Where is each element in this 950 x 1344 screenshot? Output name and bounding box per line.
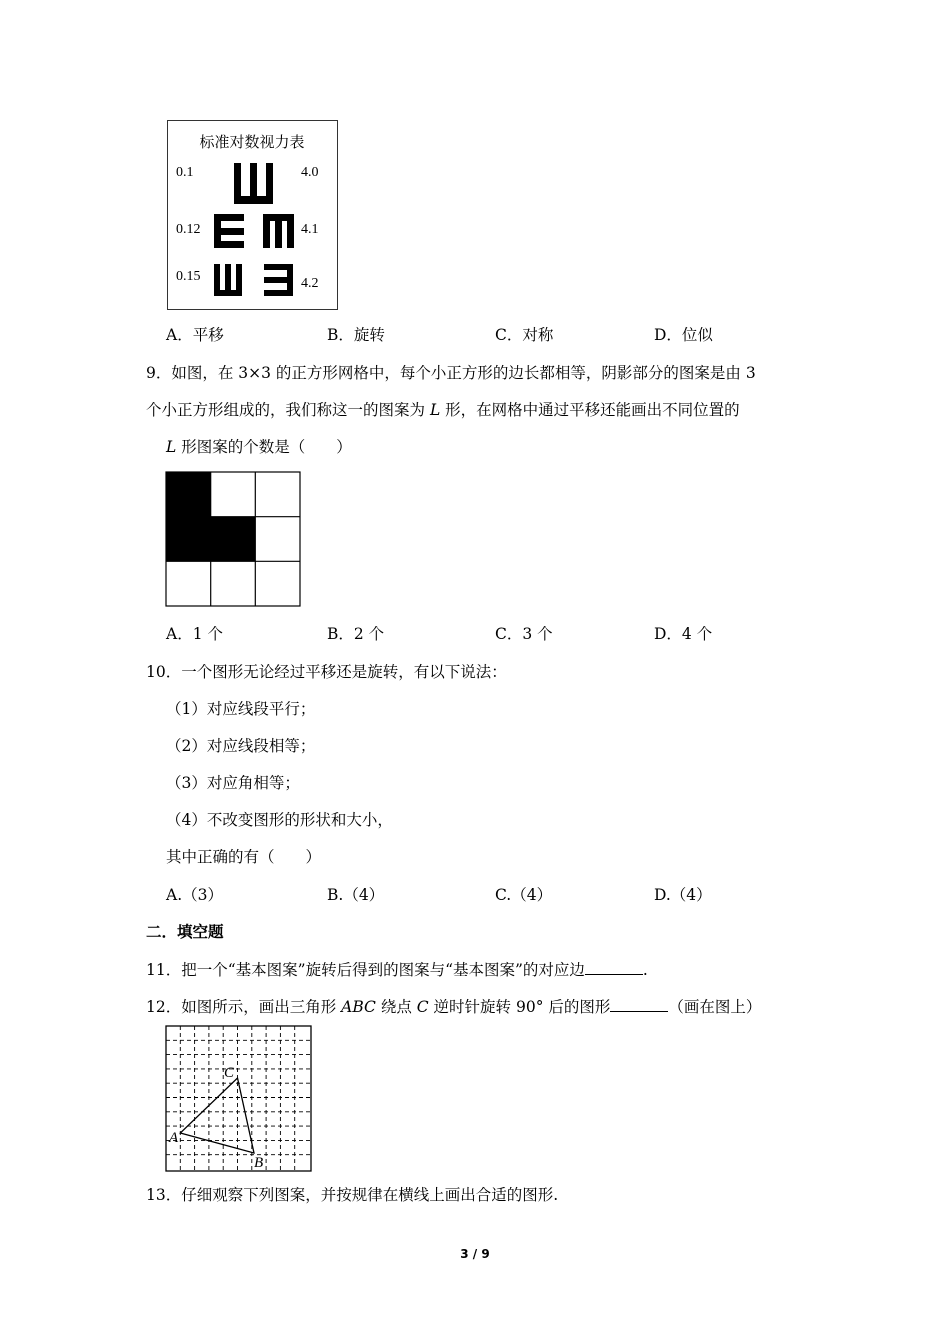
eye-chart-e-symbols [168, 121, 336, 308]
q9-grid-figure [165, 471, 301, 607]
shaded-cell-2 [166, 517, 211, 562]
q10-item-1: （1）对应线段平行； [166, 700, 316, 718]
q12-text [146, 995, 761, 1017]
q12-prefix: 12．如图所示，画出三角形 [146, 998, 342, 1016]
q9-option-b: B．2 个 [327, 625, 385, 643]
q9-var-l-2: L [166, 438, 177, 456]
q8-option-d: D．位似 [654, 326, 713, 344]
q10-option-b: B.（4） [327, 886, 385, 904]
triangle-abc [180, 1078, 254, 1153]
e-symbol-right [214, 214, 244, 248]
page-number: 3 / 9 [460, 1247, 490, 1261]
q11-answer-blank[interactable] [585, 958, 643, 975]
q10-item-2: （2）对应线段相等； [166, 737, 316, 755]
q11-text-before: 11．把一个“基本图案”旋转后得到的图案与“基本图案”的对应边 [146, 961, 585, 979]
q10-stem: 10．一个图形无论经过平移还是旋转，有以下说法： [146, 663, 507, 681]
e-symbol-up-small [214, 264, 242, 296]
q10-item-3: （3）对应角相等； [166, 774, 300, 792]
q12-answer-blank[interactable] [610, 995, 668, 1012]
q9-line2-a: 个小正方形组成的，我们称这一的图案为 [146, 401, 430, 419]
q9-option-d: D．4 个 [654, 625, 713, 643]
e-symbol-down [263, 214, 294, 248]
eye-chart-right-value-2: 4.1 [301, 222, 319, 237]
q10-item-4: （4）不改变图形的形状和大小， [166, 811, 393, 829]
q10-question: 其中正确的有（ ） [166, 848, 322, 866]
q8-option-c: C．对称 [495, 326, 554, 344]
q12-grid-figure [165, 1025, 312, 1172]
q9-stem-line1: 9．如图，在 3×3 的正方形网格中，每个小正方形的边长都相等，阴影部分的图案是由 3 [146, 364, 756, 382]
label-c: C [224, 1065, 235, 1081]
q12-var-c: C [416, 998, 429, 1016]
q12-suffix: 逆时针旋转 90° 后的图形 [428, 998, 611, 1016]
q10-option-a: A.（3） [166, 886, 223, 904]
q9-line2-b: 形，在网格中通过平移还能画出不同位置的 [440, 401, 740, 419]
q8-option-a: A．平移 [166, 326, 224, 344]
q11-text [146, 958, 648, 980]
q10-option-d: D.（4） [654, 886, 712, 904]
eye-chart-title: 标准对数视力表 [199, 133, 305, 151]
q12-var-abc: ABC [341, 998, 376, 1016]
eye-chart-right-value-3: 4.2 [301, 276, 319, 291]
q13-text: 13．仔细观察下列图案，并按规律在横线上画出合适的图形. [146, 1186, 559, 1204]
label-b: B [254, 1155, 264, 1171]
q9-stem-line3 [166, 435, 352, 457]
e-symbol-up [234, 163, 273, 204]
q8-option-b: B．旋转 [327, 326, 385, 344]
q9-option-a: A．1 个 [166, 625, 223, 643]
label-a: A [169, 1130, 179, 1146]
q10-option-c: C.（4） [495, 886, 553, 904]
eye-chart-left-value-2: 0.12 [176, 222, 201, 237]
q9-stem-line2 [146, 398, 740, 420]
eye-chart-right-value-1: 4.0 [301, 165, 319, 180]
shaded-cell-3 [211, 517, 256, 562]
q9-var-l: L [429, 401, 441, 419]
q9-line3: 形图案的个数是（ ） [176, 438, 352, 456]
q12-mid: 绕点 [375, 998, 417, 1016]
q11-text-after: . [642, 961, 648, 979]
q9-option-c: C．3 个 [495, 625, 553, 643]
shaded-cell-1 [166, 472, 211, 517]
eye-chart-left-value-1: 0.1 [176, 165, 194, 180]
e-symbol-left [264, 264, 293, 296]
q12-after-blank: （画在图上） [668, 998, 762, 1016]
eye-chart-left-value-3: 0.15 [176, 269, 201, 284]
eye-chart-figure [167, 120, 338, 310]
section-title: 二．填空题 [146, 923, 224, 941]
